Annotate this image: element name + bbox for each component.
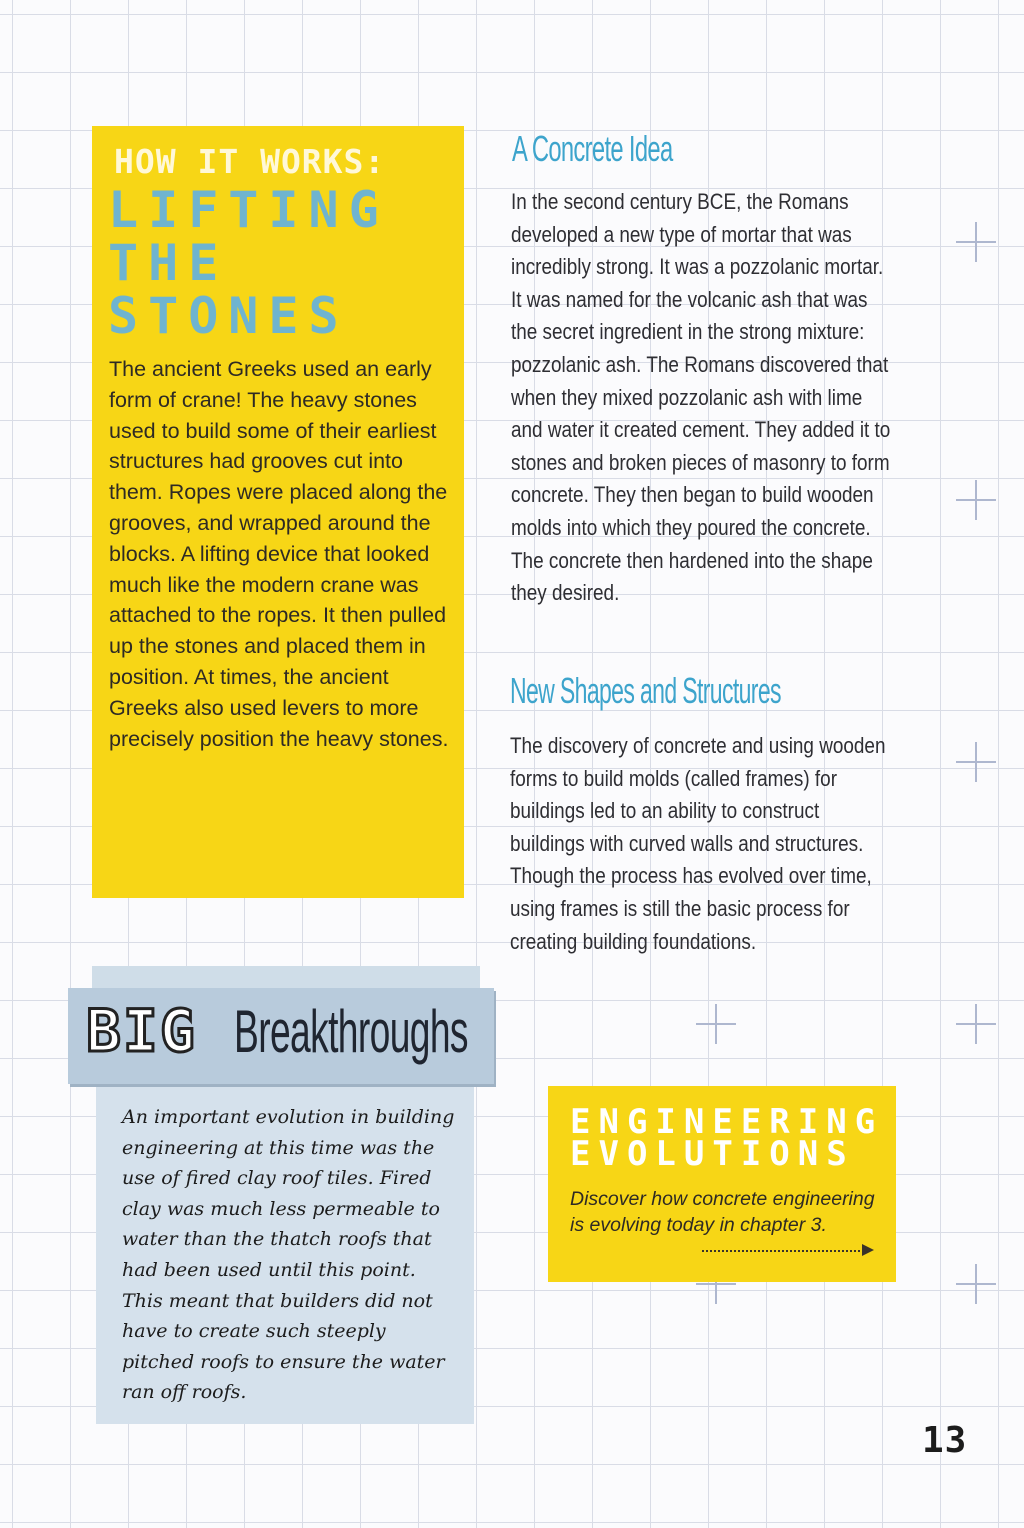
dotted-arrow-line: [702, 1250, 868, 1260]
page-number: 13: [922, 1420, 968, 1461]
how-it-works-box: [92, 126, 464, 898]
section-heading-new-shapes: New Shapes and Structures: [510, 670, 781, 711]
section-body-new-shapes: The discovery of concrete and using wooden forms to build molds (called frames) for buildings led to an ability to construct buildings with curved walls and structures. Though the process has evolved over time, using frames is still the basic process for creating building foundations.: [510, 733, 886, 954]
grid-cross-decoration: [956, 1004, 996, 1044]
lifting-stones-body: The ancient Greeks used an early form of crane! The heavy stones used to build some of their earliest structures had grooves cut into them. Ropes were placed along the grooves, and wrapped around the blocks. A lifting device that looked much like the modern crane was attached to the ropes. It then pulled up the stones and placed them in position. At times, the ancient Greeks also used levers to more precisely position the heavy stones.: [109, 357, 449, 751]
engineering-evolutions-title: ENGINEERING EVOLUTIONS: [570, 1102, 884, 1174]
breakthroughs-panel: [96, 1078, 474, 1424]
breakthroughs-word-label: Breakthroughs: [234, 998, 468, 1065]
grid-cross-decoration: [956, 742, 996, 782]
engineering-evolutions-body: Discover how concrete engineering is evolving today in chapter 3.: [570, 1188, 875, 1236]
breakthroughs-body: An important evolution in building engineering at this time was the use of fired clay roof tiles. Fired clay was much less permeable to water than the thatch roofs that had been used until this point. This meant that builders did not have to create such steeply pitched roofs to ensure the water ran off roofs.: [122, 1106, 455, 1404]
section-heading-concrete-idea: A Concrete Idea: [512, 128, 673, 169]
grid-cross-decoration: [956, 480, 996, 520]
breakthroughs-banner: [68, 988, 494, 1084]
breakthroughs-big-label: BIG: [86, 997, 197, 1065]
grid-cross-decoration: [956, 1264, 996, 1304]
grid-cross-decoration: [956, 222, 996, 262]
grid-cross-decoration: [696, 1004, 736, 1044]
engineering-evolutions-box: [548, 1086, 896, 1282]
lifting-stones-title: LIFTING THE STONES: [108, 181, 389, 345]
arrow-right-icon: [862, 1244, 874, 1256]
section-body-concrete-idea: In the second century BCE, the Romans developed a new type of mortar that was incredibly strong. It was a pozzolanic mortar. It was named for the volcanic ash that was the secret ingredient in the strong mixture: pozzolanic ash. The Romans discovered that when they mixed pozzolanic ash with lime and water it created cement. They added it to stones and broken pieces of masonry to form concrete. They then began to build wooden molds into which they poured the concrete. The concrete then hardened into the shape they desired.: [511, 189, 891, 606]
how-it-works-label: HOW IT WORKS:: [114, 142, 386, 181]
